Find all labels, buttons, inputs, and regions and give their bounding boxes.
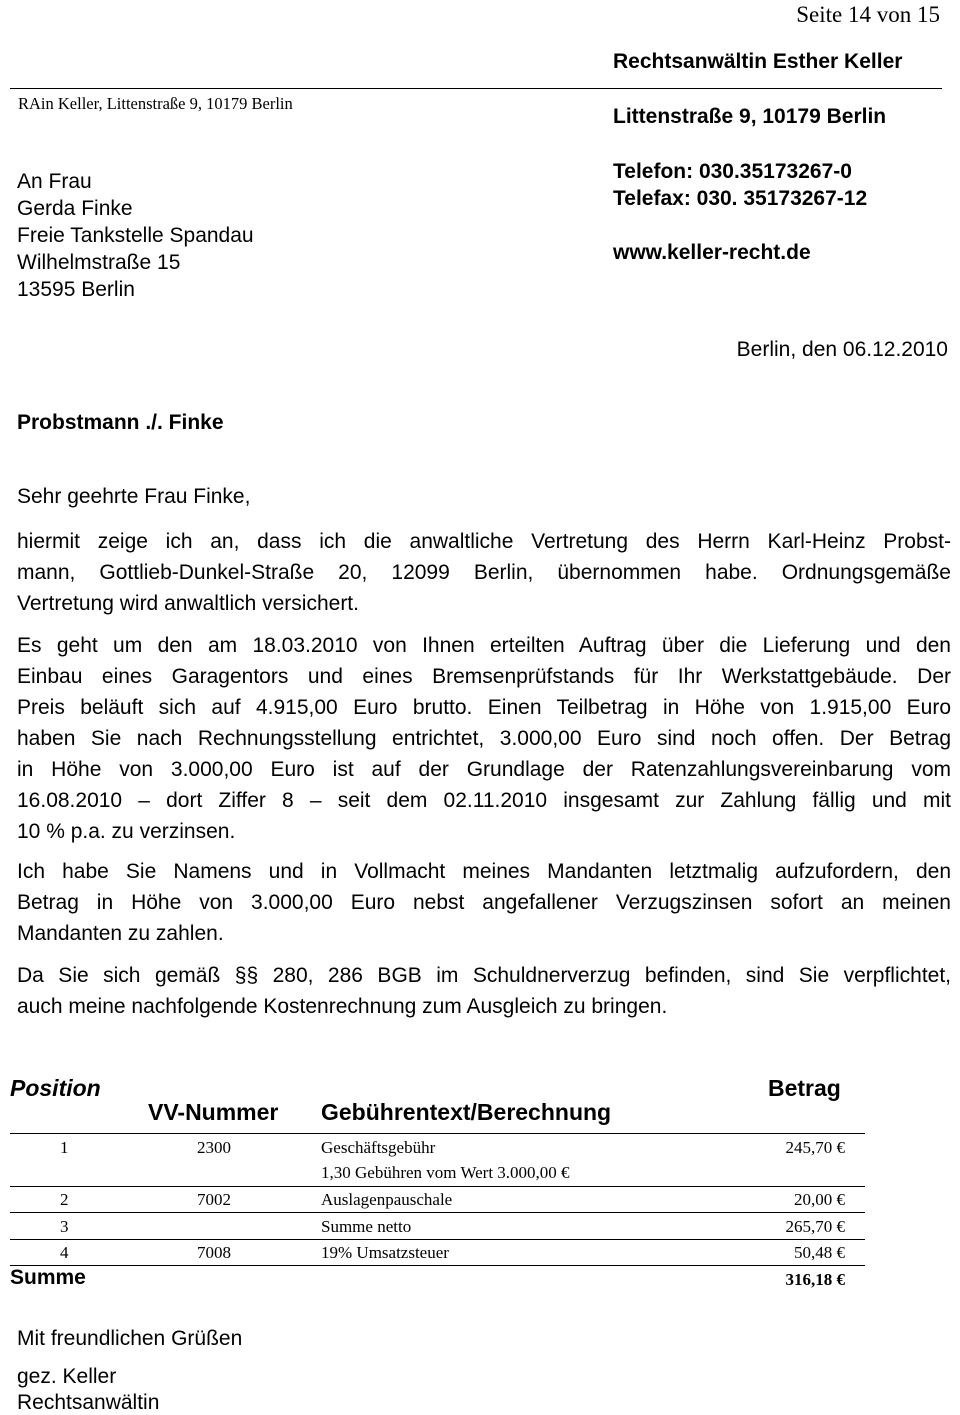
header-divider [10, 88, 942, 89]
paragraph [17, 630, 951, 847]
text-line: auch meine nachfolgende Kostenrechnung zum Ausgleich zu bringen. [17, 995, 668, 1018]
cell-position: 1 [60, 1138, 69, 1157]
text-line: Vertretung wird anwaltlich versichert. [17, 592, 359, 615]
recipient-line: Freie Tankstelle Spandau [17, 224, 254, 247]
website-link[interactable]: www.keller-recht.de [613, 241, 811, 264]
cell-position: 4 [60, 1243, 69, 1262]
salutation: Sehr geehrte Frau Finke, [17, 485, 251, 508]
cell-vv: 7008 [197, 1243, 231, 1262]
phone: Telefon: 030.35173267-0 [613, 160, 852, 183]
cell-position: 3 [60, 1217, 69, 1236]
text-line: in Höhe von 3.000,00 Euro ist auf der Grundlage der Ratenzahlungsvereinbarung vom [17, 758, 951, 781]
cell-text: 19% Umsatzsteuer [321, 1243, 449, 1262]
text-line: Einbau eines Garagentors und eines Bremsenprüfstands für Ihr Werkstattgebäude. Der [17, 665, 951, 688]
table-divider [10, 1186, 865, 1187]
header-vv-number: VV-Nummer [148, 1099, 279, 1125]
text-line: mann, Gottlieb-Dunkel-Straße 20, 12099 Berlin, übernommen habe. Ordnungsgemäße [17, 561, 951, 584]
cell-amount: 245,70 € [785, 1138, 845, 1157]
closing-greeting: Mit freundlichen Grüßen [17, 1327, 243, 1350]
cell-amount: 265,70 € [785, 1217, 845, 1236]
paragraph [17, 960, 951, 1022]
cell-text: Geschäftsgebühr [321, 1138, 436, 1157]
firm-address: Littenstraße 9, 10179 Berlin [613, 105, 887, 128]
signer-title: Rechtsanwältin [17, 1391, 160, 1414]
text-line: 10 % p.a. zu verzinsen. [17, 820, 236, 843]
text-line: haben Sie nach Rechnungsstellung entrichtet, 3.000,00 Euro sind noch offen. Der Betrag [17, 727, 951, 750]
text-line: Ich habe Sie Namens und in Vollmacht meines Mandanten letztmalig aufzufordern, den [17, 860, 951, 883]
cell-vv: 7002 [197, 1190, 231, 1209]
table-divider [10, 1212, 865, 1213]
letter-date: Berlin, den 06.12.2010 [736, 338, 948, 361]
recipient-line: An Frau [17, 170, 92, 193]
cell-text: Summe netto [321, 1217, 412, 1236]
recipient-line: Wilhelmstraße 15 [17, 251, 181, 274]
fax: Telefax: 030. 35173267-12 [613, 187, 868, 210]
recipient-line: Gerda Finke [17, 197, 133, 220]
total-label: Summe [10, 1266, 86, 1289]
recipient-line: 13595 Berlin [17, 278, 135, 301]
cell-vv: 2300 [197, 1138, 231, 1157]
subject: Probstmann ./. Finke [17, 411, 224, 434]
recipient-address [17, 168, 254, 303]
cell-amount: 50,48 € [794, 1243, 845, 1262]
paragraph [17, 526, 951, 619]
text-line: Betrag in Höhe von 3.000,00 Euro nebst angefallener Verzugszinsen sofort an meinen [17, 891, 951, 914]
paragraph [17, 856, 951, 949]
sender-line: RAin Keller, Littenstraße 9, 10179 Berlin [18, 94, 293, 113]
header-amount: Betrag [768, 1075, 841, 1101]
cell-subtext: 1,30 Gebühren vom Wert 3.000,00 € [321, 1163, 570, 1182]
text-line: Preis beläuft sich auf 4.915,00 Euro brutto. Einen Teilbetrag in Höhe von 1.915,00 Euro [17, 696, 951, 719]
text-line: 16.08.2010 – dort Ziffer 8 – seit dem 02.11.2010 insgesamt zur Zahlung fällig und mit [17, 789, 951, 812]
signature: gez. Keller [17, 1365, 117, 1388]
firm-name: Rechtsanwältin Esther Keller [613, 50, 903, 73]
cell-text: Auslagenpauschale [321, 1190, 453, 1209]
text-line: Mandanten zu zahlen. [17, 922, 224, 945]
table-divider [10, 1133, 865, 1134]
table-divider [10, 1239, 865, 1240]
cell-amount: 20,00 € [794, 1190, 845, 1209]
text-line: Es geht um den am 18.03.2010 von Ihnen erteilten Auftrag über die Lieferung und den [17, 634, 951, 657]
page-number: Seite 14 von 15 [796, 2, 940, 27]
cell-position: 2 [60, 1190, 69, 1209]
table-divider [10, 1265, 865, 1266]
header-position: Position [10, 1075, 101, 1101]
header-fee-text: Gebührentext/Berechnung [321, 1099, 612, 1125]
total-amount: 316,18 € [785, 1270, 845, 1289]
text-line: Da Sie sich gemäß §§ 280, 286 BGB im Schuldnerverzug befinden, sind Sie verpflichtet, [17, 964, 951, 987]
text-line: hiermit zeige ich an, dass ich die anwaltliche Vertretung des Herrn Karl-Heinz Probst- [17, 530, 951, 553]
